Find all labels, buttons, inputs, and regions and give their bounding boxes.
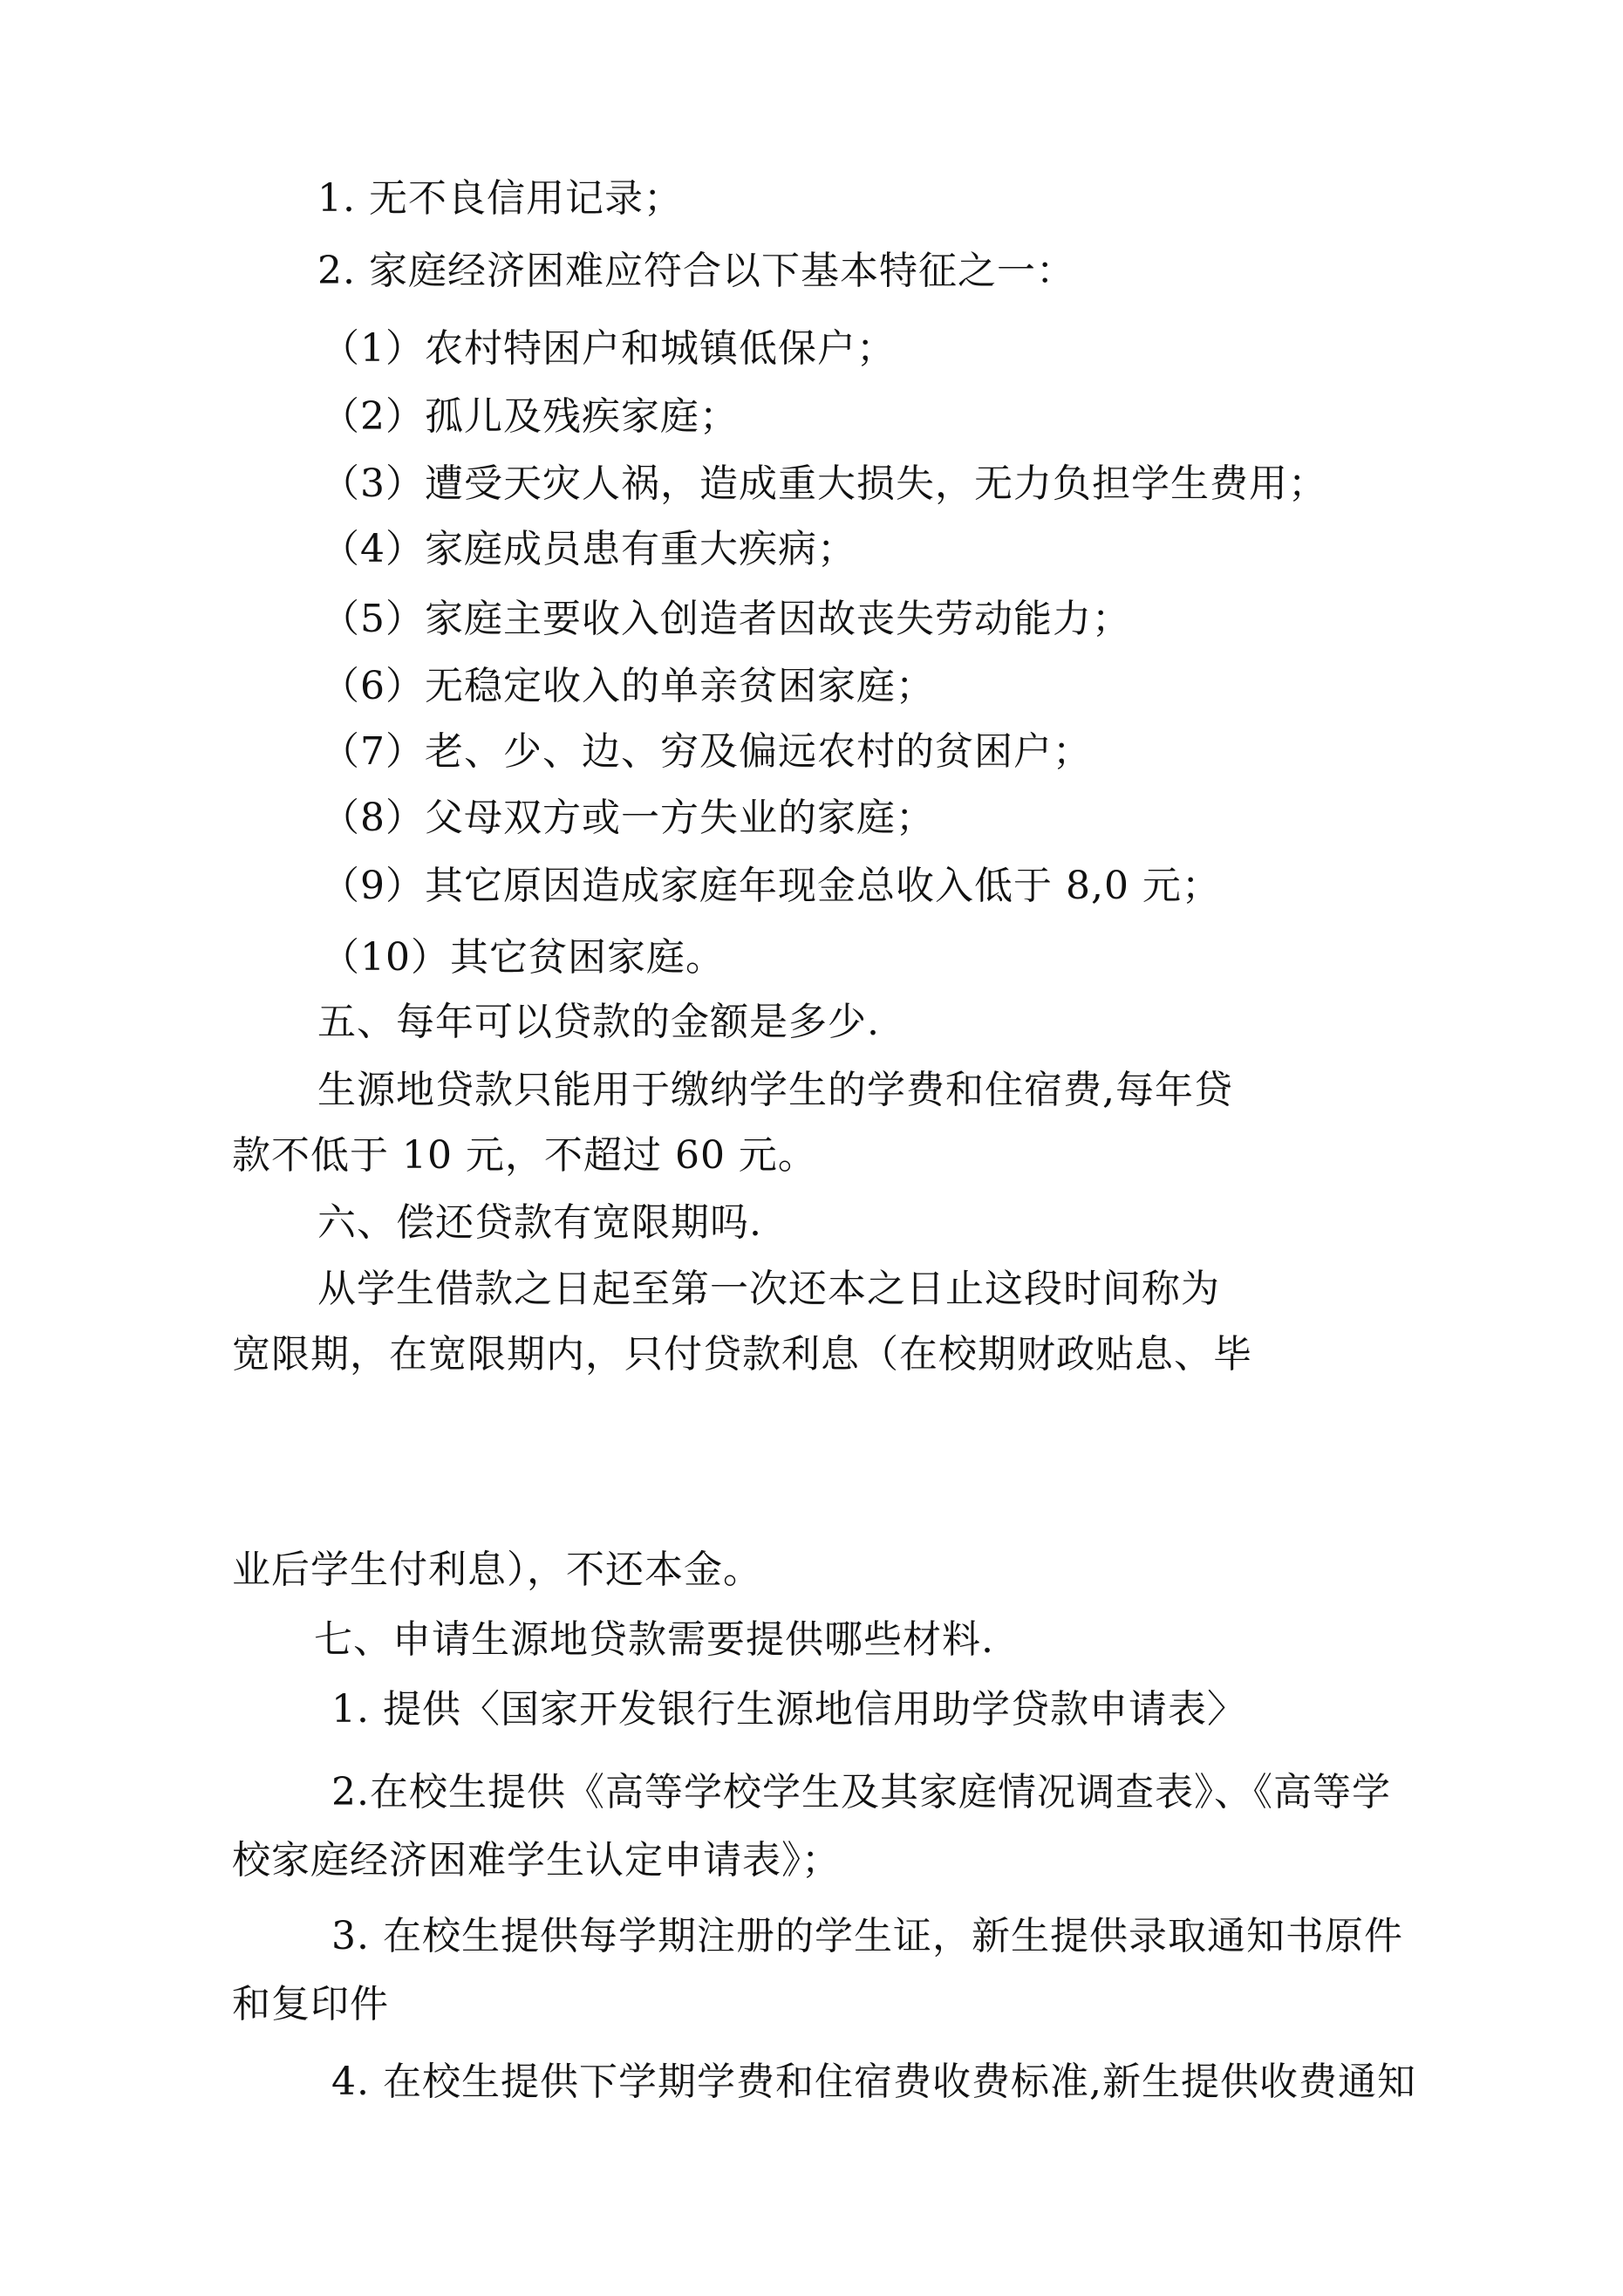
text-line: 从学生借款之日起至第一次还本之日止这段时间称为	[317, 1267, 1220, 1311]
text-line: （1）农村特困户和城镇低保户；	[321, 326, 896, 371]
text-line: （4）家庭成员患有重大疾病；	[321, 527, 856, 571]
text-line: 业后学生付利息），不还本金。	[232, 1548, 762, 1592]
text-line: （5）家庭主要收入创造者因故丧失劳动能力；	[321, 597, 1131, 641]
text-line: （8）父母双方或一方失业的家庭；	[321, 796, 935, 840]
text-line: 校家庭经济困难学生认定申请表》；	[232, 1838, 841, 1883]
text-line: 1. 无不良信用记录；	[317, 176, 683, 221]
text-line: 和复印件	[232, 1982, 389, 2026]
text-line: 1. 提供〈国家开发银行生源地信用助学贷款申请表〉	[331, 1687, 1246, 1732]
text-line: （9）其它原因造成家庭年现金总收入低于 8,0 元；	[321, 864, 1221, 908]
text-line: 3. 在校生提供每学期注册的学生证，新生提供录取通知书原件	[331, 1914, 1403, 1958]
section-heading: 六、偿还贷款有宽限期吗.	[317, 1200, 762, 1245]
text-line: 2.在校生提供《高等学校学生及其家庭情况调查表》、《高等学	[331, 1770, 1391, 1814]
text-line: 4. 在校生提供下学期学费和住宿费收费标准,新生提供收费通知	[331, 2060, 1416, 2104]
text-line: （6）无稳定收入的单亲贫困家庭；	[321, 664, 935, 708]
text-line: 宽限期，在宽限期内，只付贷款利息（在校期财政贴息、毕	[232, 1332, 1252, 1377]
section-heading: 七、申请生源地贷款需要提供哪些材料.	[314, 1617, 994, 1662]
text-line: （7）老、少、边、穷及偏远农村的贫困户；	[321, 729, 1092, 774]
text-line: （2）孤儿及残疾家庭；	[321, 394, 739, 439]
section-heading: 五、每年可以贷款的金额是多少.	[317, 1000, 880, 1044]
text-line: 款不低于 10 元，不超过 60 元。	[232, 1133, 817, 1178]
text-line: （10）其它贫困家庭。	[321, 935, 725, 980]
text-line: （3）遭受天灾人祸，造成重大损失，无力负担学生费用；	[321, 461, 1327, 506]
text-line: 生源地贷款只能用于缴纳学生的学费和住宿费,每年贷	[317, 1068, 1233, 1112]
text-line: 2. 家庭经济困难应符合以下基本特征之一：	[317, 249, 1075, 293]
